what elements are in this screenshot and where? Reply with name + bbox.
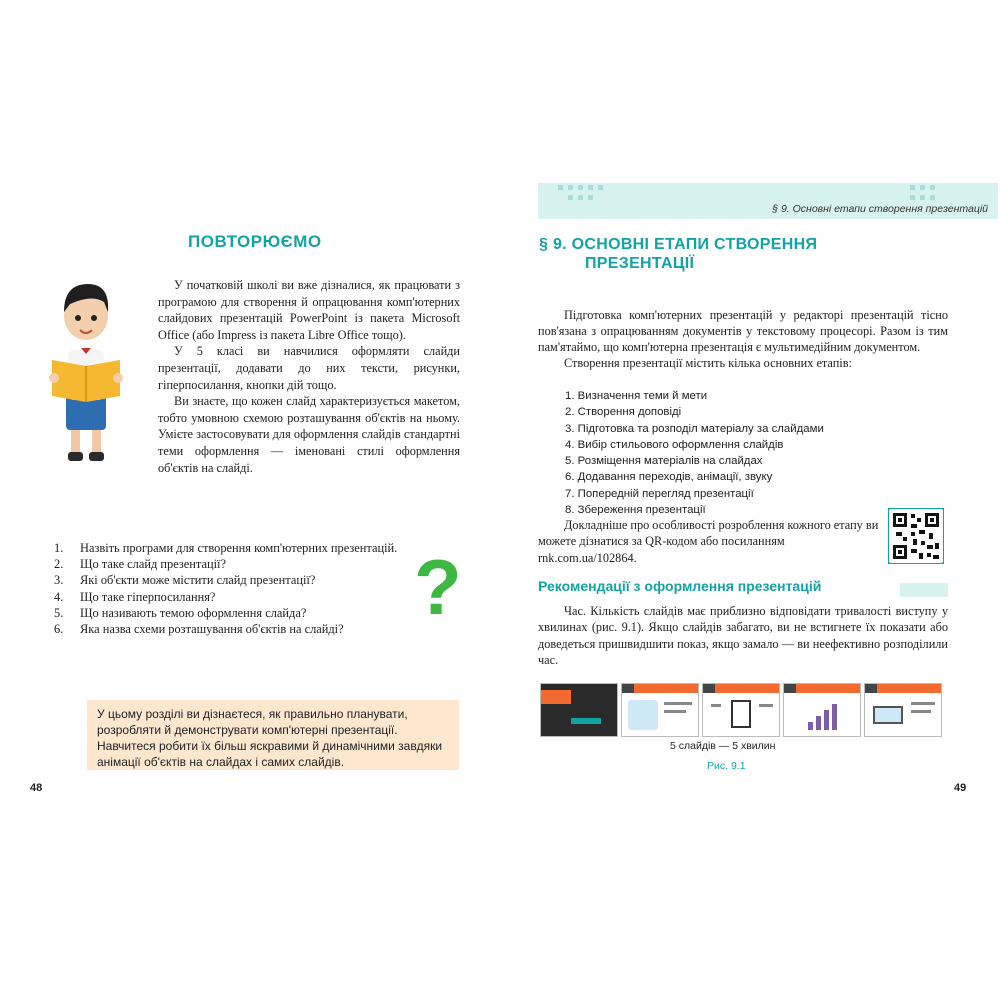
question-text: Що називають темою оформлення слайда? <box>80 605 307 620</box>
thumb-header <box>784 684 796 693</box>
list-item: 8. Збереження презентації <box>565 504 706 517</box>
thumb-bar <box>824 710 829 730</box>
page-number-left: 48 <box>30 782 43 794</box>
question-text: Що таке слайд презентації? <box>80 557 226 572</box>
laptop-icon <box>873 706 903 724</box>
qr-code-icon[interactable] <box>888 508 944 564</box>
page-number-right: 49 <box>954 782 967 794</box>
list-item <box>54 556 444 572</box>
question-number: 3. <box>54 573 64 588</box>
intro-paragraph: Підготовка комп'ютерних презентацій у редакторі презентацій тісно пов'язана з опрацюванням документів у текстовому процесорі. Разом із тим пам'ятаймо, що комп'ютерна презентація є мультимедійним документом. <box>538 308 948 354</box>
list-item: 6. Додавання переходів, анімації, звуку <box>565 471 773 484</box>
thumb-text-bar <box>911 702 935 705</box>
thumb-text-bar <box>664 710 686 713</box>
review-questions <box>54 540 444 637</box>
recommendations-title: Рекомендації з оформлення презентацій <box>538 578 822 594</box>
thumb-text-bar <box>664 702 692 705</box>
thumb-bar <box>832 704 837 730</box>
list-item: 1. Визначення теми й мети <box>565 390 708 402</box>
section-title: ПОВТОРЮЄМО <box>188 232 322 251</box>
intro-text <box>158 277 460 476</box>
steps-list <box>565 388 824 518</box>
running-header-banner <box>538 183 998 219</box>
chapter-title <box>539 235 899 273</box>
chapter-title-line: § 9. ОСНОВНІ ЕТАПИ СТВОРЕННЯ <box>539 236 818 253</box>
intro-paragraph: У початковій школі ви вже дізналися, як працювати з програмою для створення й опрацювання комп'ютерних слайдових презентацій PowerPoint із пакета Microsoft Office (або Impress із пакета Libre Office тощо). <box>158 278 460 342</box>
thumb-text-bar <box>759 704 773 707</box>
figure-subcaption: 5 слайдів — 5 хвилин <box>670 740 776 752</box>
list-item <box>54 572 444 588</box>
thumb-header <box>541 690 571 704</box>
title-decoration-bar <box>900 583 948 597</box>
question-number: 2. <box>54 557 64 572</box>
question-text: Що таке гіперпосилання? <box>80 589 216 604</box>
list-item: 2. Створення доповіді <box>565 406 682 419</box>
intro-paragraph: Ви знаєте, що кожен слайд характеризується макетом, тобто умовною схемою розташування об'єктів на ньому. Умієте застосовувати для оформлення слайдів стандартні теми оформлення — іменовані стилі оформлення об'єктів на слайді. <box>158 394 460 475</box>
intro-paragraph: У 5 класі ви навчилися оформляти слайди презентації, додавати до них тексти, рисунки, гіперпосилання, кнопки дій тощо. <box>158 344 460 392</box>
thumb-text-bar <box>571 718 601 724</box>
thumb-device-icon <box>731 700 751 728</box>
list-item <box>54 589 444 605</box>
running-header: § 9. Основні етапи створення презентацій <box>772 203 988 215</box>
summary-box: У цьому розділі ви дізнаєтеся, як правильно планувати, розробляти й демонструвати комп'ютерні презентації. Навчитеся робити їх більш яскравими й динамічними завдяки анімації об'єктів на слайдах і самих слайдів. <box>87 700 459 770</box>
slide-thumbnail <box>621 683 699 737</box>
thumb-header <box>622 684 634 693</box>
thumb-header <box>865 684 877 693</box>
list-item: 4. Вибір стильового оформлення слайдів <box>565 438 784 451</box>
question-number: 1. <box>54 541 64 555</box>
list-item <box>54 621 444 637</box>
thumb-header <box>703 684 715 693</box>
thumb-bar <box>816 716 821 730</box>
chapter-title-line: ПРЕЗЕНТАЦІЇ <box>585 255 695 272</box>
dots-decoration-icon <box>558 183 618 203</box>
question-number: 5. <box>54 605 64 620</box>
list-item: 7. Попередній перегляд презентації <box>565 487 754 500</box>
thumb-bar <box>808 722 813 730</box>
slide-thumbnail <box>783 683 861 737</box>
thumb-picture <box>628 700 658 730</box>
chapter-intro <box>538 307 948 371</box>
boy-reading-book-illustration <box>48 278 128 466</box>
slide-thumbnail <box>702 683 780 737</box>
slide-thumbnail <box>540 683 618 737</box>
question-number: 6. <box>54 622 64 637</box>
list-item: 5. Розміщення матеріалів на слайдах <box>565 455 763 468</box>
intro-paragraph: Створення презентації містить кілька основних етапів: <box>564 356 852 370</box>
thumb-text-bar <box>911 710 931 713</box>
list-item <box>54 605 444 621</box>
slide-thumbnail <box>864 683 942 737</box>
list-item: 3. Підготовка та розподіл матеріалу за слайдами <box>565 422 824 435</box>
time-paragraph: Час. Кількість слайдів має приблизно відповідати тривалості виступу у хвилинах (рис. 9.1). Якщо слайдів забагато, ви не встигнете їх показати або доведеться пришвидшити показ, якщо замало — ви неефективно розподілили час. <box>538 604 948 668</box>
details-text: Докладніше про особливості розроблення кожного етапу ви можете дізнатися за QR-кодом або посиланням rnk.com.ua/102864. <box>538 518 879 565</box>
thumb-text-bar <box>711 704 721 707</box>
question-text: Які об'єкти може містити слайд презентації? <box>80 573 316 588</box>
list-item <box>54 540 444 556</box>
figure-caption: Рис. 9.1 <box>707 760 746 772</box>
question-mark-icon: ? <box>414 543 462 631</box>
question-number: 4. <box>54 589 64 604</box>
question-text: Назвіть програми для створення комп'ютерних презентацій. <box>80 541 398 555</box>
question-text: Яка назва схеми розташування об'єктів на слайді? <box>80 622 344 637</box>
